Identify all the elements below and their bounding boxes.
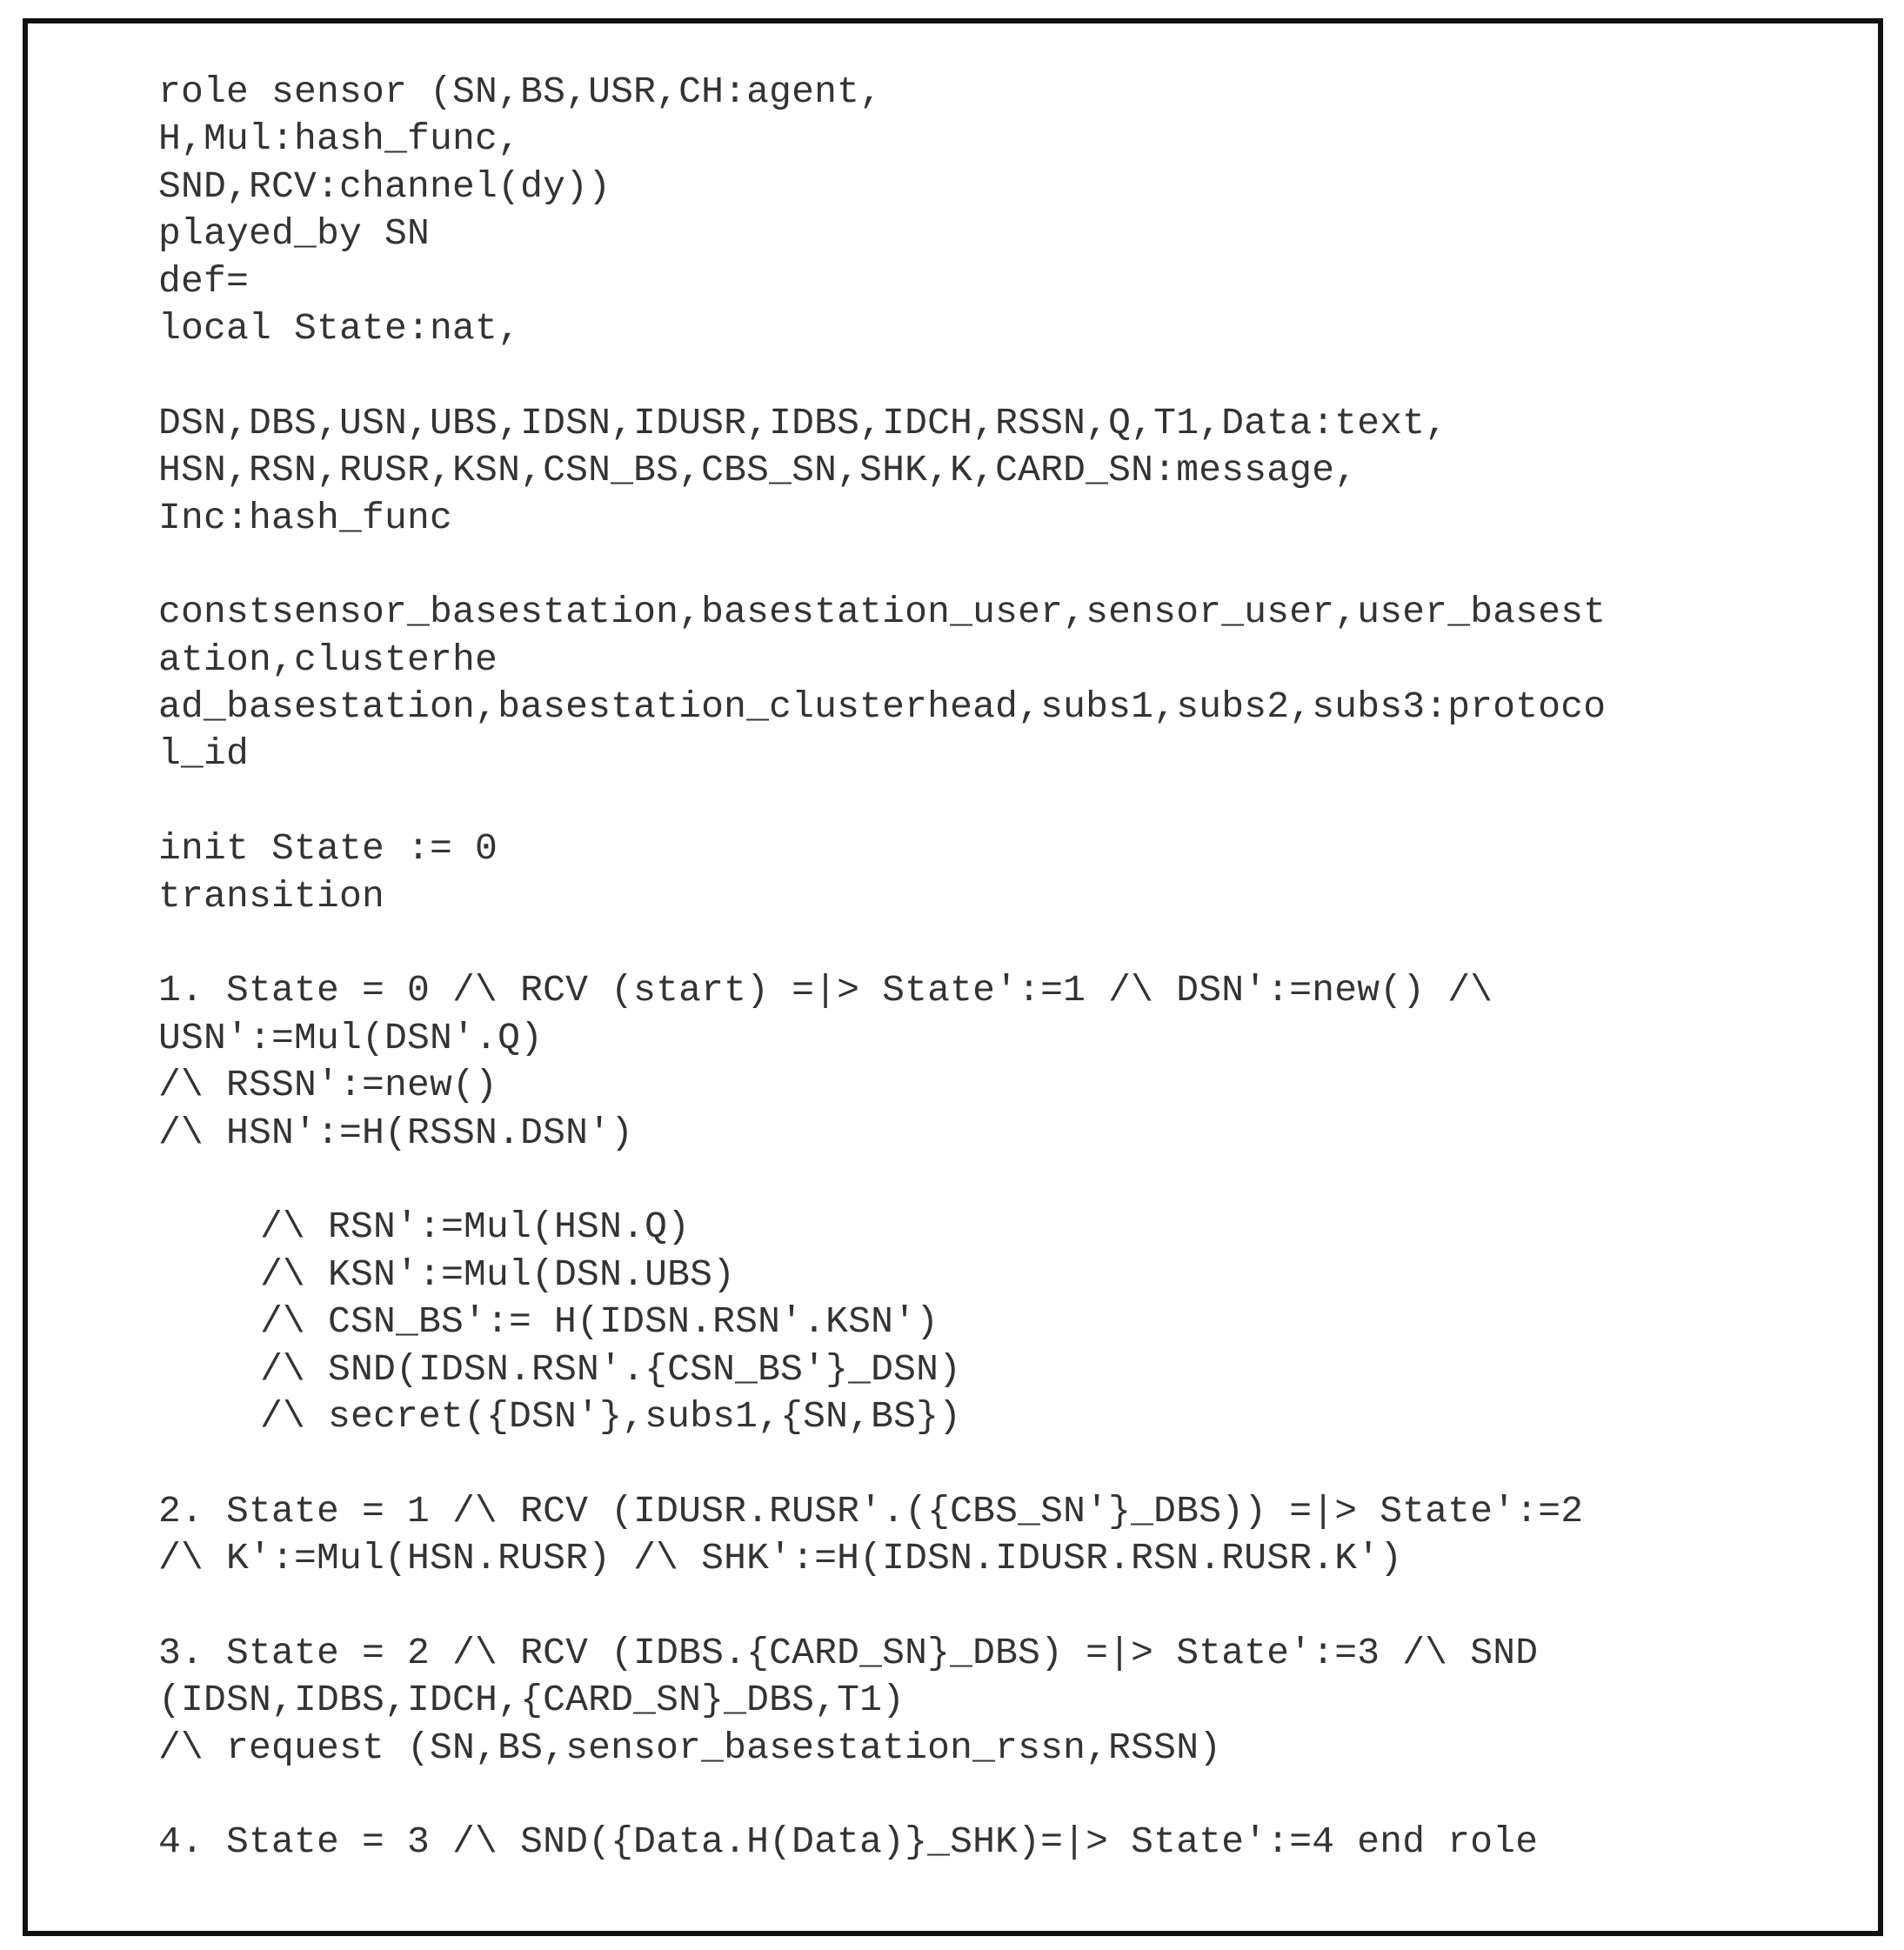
code-line: /\ secret({DSN'},subs1,{SN,BS}) [260, 1394, 962, 1438]
code-line: H,Mul:hash_func, [158, 117, 521, 161]
code-line: def= [158, 259, 250, 303]
code-line [158, 542, 1606, 589]
code-line: (IDSN,IDBS,IDCH,{CARD_SN}_DBS,T1) [158, 1679, 905, 1722]
code-line: local State:nat, [158, 306, 521, 350]
code-line: init State := 0 [158, 827, 498, 871]
code-line: role sensor (SN,BS,USR,CH:agent, [158, 70, 883, 113]
code-line: /\ RSN':=Mul(HSN.Q) [260, 1205, 691, 1249]
code-line: transition [158, 874, 385, 918]
code-line: HSN,RSN,RUSR,KSN,CSN_BS,CBS_SN,SHK,K,CARD_SN:message, [158, 449, 1358, 492]
code-line [158, 1583, 1606, 1630]
code-line: /\ SND(IDSN.RSN'.{CSN_BS'}_DSN) [260, 1347, 962, 1391]
code-line: USN':=Mul(DSN'.Q) [158, 1016, 544, 1059]
code-line: /\ CSN_BS':= H(IDSN.RSN'.KSN') [260, 1300, 939, 1344]
code-line: ad_basestation,basestation_clusterhead,subs1,subs2,subs3:protoco [158, 685, 1607, 729]
code-line: SND,RCV:channel(dy)) [158, 164, 611, 208]
code-line: 1. State = 0 /\ RCV (start) =|> State':=1 /\ DSN':=new() /\ [158, 969, 1493, 1012]
code-line: 2. State = 1 /\ RCV (IDUSR.RUSR'.({CBS_SN'}_DBS)) =|> State':=2 [158, 1489, 1584, 1533]
code-line: /\ KSN':=Mul(DSN.UBS) [260, 1252, 736, 1296]
code-line [158, 1440, 1606, 1487]
hlpsl-code-block [158, 69, 1606, 1867]
code-line: /\ K':=Mul(HSN.RUSR) /\ SHK':=H(IDSN.IDUSR.RSN.RUSR.K') [158, 1537, 1403, 1580]
code-line [158, 920, 1606, 967]
code-line: DSN,DBS,USN,UBS,IDSN,IDUSR,IDBS,IDCH,RSSN,Q,T1,Data:text, [158, 401, 1448, 444]
code-line: played_by SN [158, 212, 431, 256]
document-frame [23, 18, 1883, 1936]
code-line: /\ RSSN':=new() [158, 1064, 498, 1107]
code-line: /\ HSN':=H(RSSN.DSN') [158, 1111, 634, 1154]
code-line: constsensor_basestation,basestation_user,sensor_user,user_basest [158, 591, 1607, 634]
code-line [158, 352, 1606, 399]
code-line [158, 1772, 1606, 1819]
code-line: 3. State = 2 /\ RCV (IDBS.{CARD_SN}_DBS) =|> State':=3 /\ SND [158, 1631, 1539, 1674]
code-line: ation,clusterhe [158, 638, 498, 681]
code-line [158, 1157, 1606, 1204]
code-line: Inc:hash_func [158, 496, 453, 539]
code-line: /\ request (SN,BS,sensor_basestation_rssn,RSSN) [158, 1726, 1222, 1769]
code-line: 4. State = 3 /\ SND({Data.H(Data)}_SHK)=|> State':=4 end role [158, 1820, 1539, 1864]
code-line [158, 778, 1606, 825]
code-line: l_id [158, 732, 250, 776]
